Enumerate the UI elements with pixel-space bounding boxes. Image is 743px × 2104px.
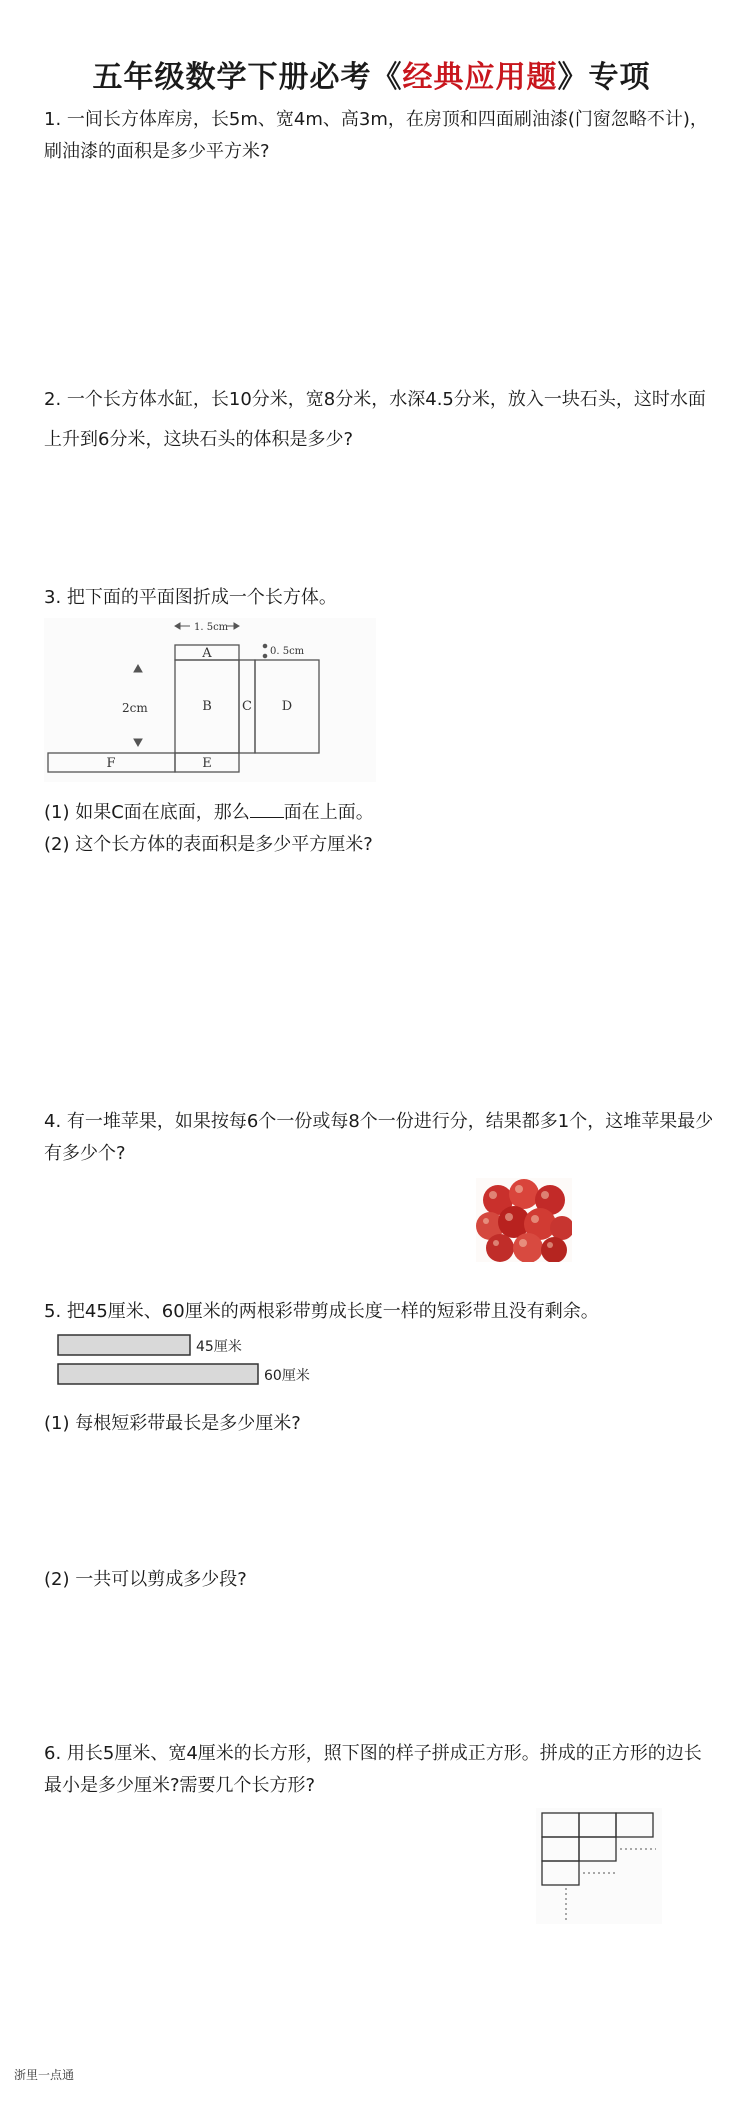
question-5-sub-2: (2) 一共可以剪成多少段? <box>44 1569 247 1590</box>
dim-top-label: 1. 5cm <box>194 622 229 633</box>
face-f-label: F <box>106 756 116 771</box>
answer-blank[interactable] <box>250 797 284 818</box>
face-e-label: E <box>202 756 212 771</box>
rectangles-diagram <box>536 1808 662 1924</box>
ribbon-45 <box>58 1335 190 1355</box>
face-b-label: B <box>202 699 212 714</box>
face-d-label: D <box>281 699 293 714</box>
ribbon-60-label: 60厘米 <box>264 1368 310 1384</box>
question-3: 3. 把下面的平面图折成一个长方体。 <box>44 587 337 608</box>
footer-label: 浙里一点通 <box>14 2068 75 2082</box>
ribbon-45-label: 45厘米 <box>196 1339 242 1355</box>
face-a-label: A <box>202 646 212 661</box>
question-1: 1. 一间长方体库房，长5m、宽4m、高3m，在房顶和四面刷油漆(门窗忽略不计)，刷油漆的面积是多少平方米? <box>44 109 708 162</box>
dim-left-label: 2cm <box>122 701 148 715</box>
question-3-sub-1: (1) 如果C面在底面，那么 面在上面。 <box>44 797 374 829</box>
question-6: 6. 用长5厘米、宽4厘米的长方形，照下图的样子拼成正方形。拼成的正方形的边长最小是多少厘米?需要几个长方形? <box>44 1743 702 1796</box>
question-2: 2. 一个长方体水缸，长10分米，宽8分米，水深4.5分米，放入一块石头，这时水面上升到6分米，这块石头的体积是多少? <box>44 389 706 450</box>
apples-image <box>476 1178 572 1262</box>
dim-right-label: 0. 5cm <box>270 646 305 657</box>
ribbon-60 <box>58 1364 258 1384</box>
question-3-sub-2: (2) 这个长方体的表面积是多少平方厘米? <box>44 834 373 855</box>
question-5-sub-1: (1) 每根短彩带最长是多少厘米? <box>44 1413 301 1434</box>
page-title: 五年级数学下册必考《经典应用题》专项 <box>92 60 651 95</box>
question-4: 4. 有一堆苹果，如果按每6个一份或每8个一份进行分，结果都多1个，这堆苹果最少有多少个? <box>44 1111 714 1164</box>
ribbons-diagram <box>54 1330 326 1392</box>
title-highlight: 经典应用题 <box>402 60 558 95</box>
question-5: 5. 把45厘米、60厘米的两根彩带剪成长度一样的短彩带且没有剩余。 <box>44 1301 599 1322</box>
face-c-label: C <box>242 699 252 714</box>
net-diagram <box>44 618 376 782</box>
